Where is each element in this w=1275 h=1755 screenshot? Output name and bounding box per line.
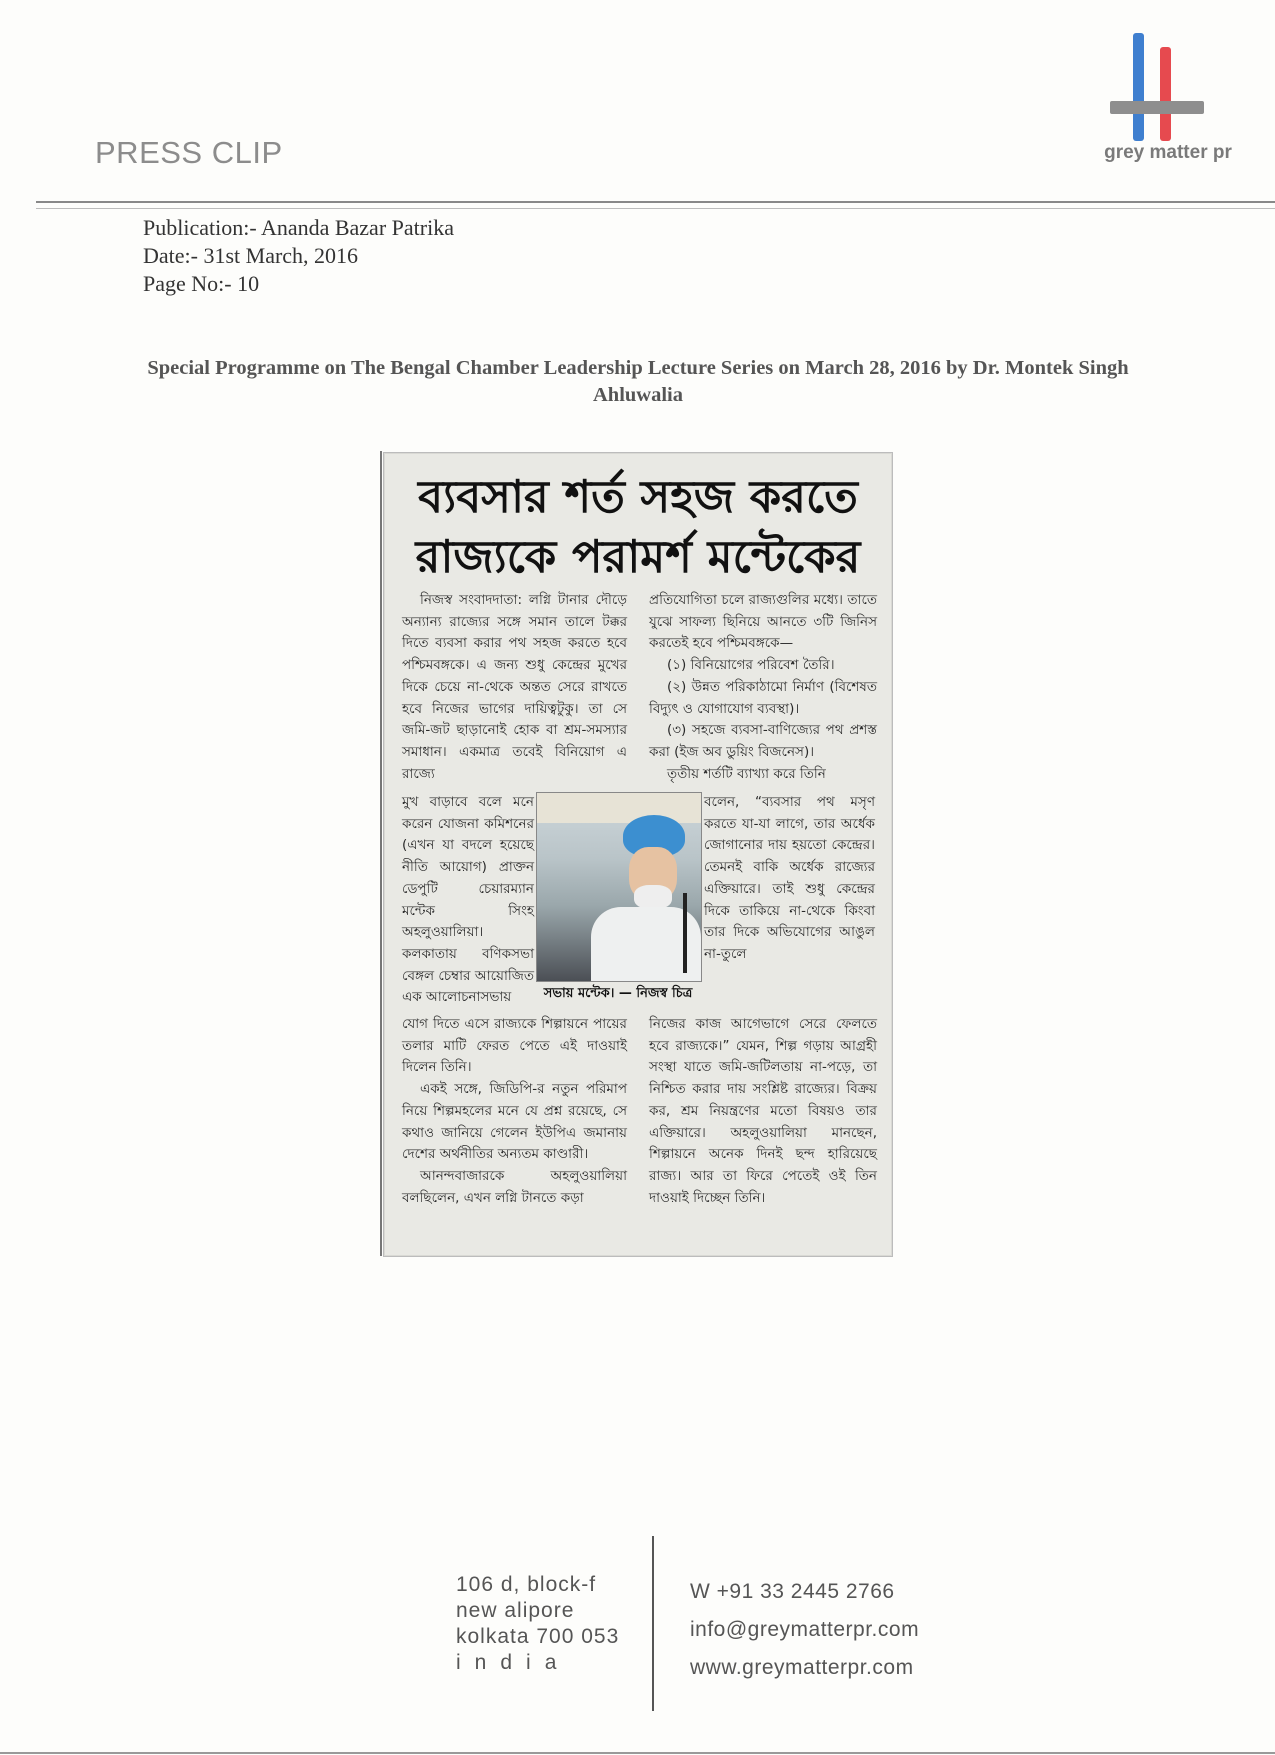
photo-beard bbox=[634, 885, 672, 909]
article-column-1-beside-photo bbox=[402, 792, 534, 1009]
publication-meta bbox=[143, 214, 454, 298]
footer-email[interactable]: info@greymatterpr.com bbox=[690, 1618, 920, 1641]
article-paragraph: নিজস্ব সংবাদদাতা: লগ্নি টানার দৌড়ে অন্যান্য রাজ্যের সঙ্গে সমান তালে টক্কর দিতে ব্যবসা করার পথ সহজ করতে হবে পশ্চিমবঙ্গকে। এ জন্য শুধু কেন্দ্রের মুখের দিকে চেয়ে না-থেকে অন্তত সেরে রাখতে হবে নিজের ভাগের দায়িত্বটুকু। তা সে জমি-জট ছাড়ানোই হোক বা শ্রম-সমস্যার সমাধান। একমাত্র তবেই বিনিয়োগ এ রাজ্যে bbox=[402, 592, 627, 782]
article-paragraph: আনন্দবাজারকে অহলুওয়ালিয়া বলছিলেন, এখন লগ্নি টানতে কড়া bbox=[402, 1167, 627, 1206]
article-paragraph: মুখ বাড়াবে বলে মনে করেন যোজনা কমিশনের (এখন যা বদলে হয়েছে নীতি আয়োগ) প্রাক্তন ডেপুটি চেয়ারম্যান মন্টেক সিংহ অহলুওয়ালিয়া। কলকাতায় বণিকসভা বেঙ্গল চেম্বার আয়োজিত এক আলোচনাসভায় bbox=[402, 794, 534, 1006]
article-list-item: (১) বিনিয়োগের পরিবেশ তৈরি। bbox=[667, 657, 835, 674]
address-line-4: india bbox=[456, 1651, 571, 1674]
footer-contact bbox=[690, 1573, 919, 1687]
article-column-2-beside-photo bbox=[704, 792, 875, 966]
header-rule-secondary bbox=[36, 208, 1275, 209]
article-paragraph: বলেন, “ব্যবসার পথ মসৃণ করতে যা-যা লাগে, তার অর্ধেক জোগানোর দায় হয়তো কেন্দ্রের। তেমনই বাকি অর্ধেক রাজ্যের এক্তিয়ারে। তাই শুধু কেন্দ্রের দিকে তাকিয়ে না-থেকে কিংবা তার দিকে অভিযোগের আঙুল না-তুলে bbox=[704, 794, 875, 962]
clipping-edge bbox=[380, 451, 382, 1256]
headline-line-2: রাজ্যকে পরামর্শ মন্টেকের bbox=[415, 530, 861, 583]
article-paragraph: যোগ দিতে এসে রাজ্যকে শিল্পায়নে পায়ের তলার মাটি ফেরত পেতে এই দাওয়াই দিলেন তিনি। bbox=[402, 1016, 627, 1076]
article-paragraph: নিজের কাজ আগেভাগে সেরে ফেলতে হবে রাজ্যকে।” যেমন, শিল্প গড়ায় আগ্রহী সংস্থা যাতে জমি-জটিলতায় না-পড়ে, তা নিশ্চিত করার দায় সংশ্লিষ্ট রাজ্যের। বিক্রয় কর, শ্রম নিয়ন্ত্রণের মতো বিষয়ও তার এক্তিয়ারে। অহলুওয়ালিয়া মানছেন, শিল্পায়নে অনেক দিনই ছন্দ হারিয়েছে রাজ্য। আর তা ফিরে পেতেই ওই তিন দাওয়াই দিচ্ছেন তিনি। bbox=[649, 1016, 877, 1206]
logo-text: grey matter pr bbox=[1104, 142, 1232, 163]
address-line-2: new alipore bbox=[456, 1599, 575, 1622]
footer-rule bbox=[0, 1752, 1275, 1754]
page-number: Page No:- 10 bbox=[143, 271, 260, 296]
clipping-headline bbox=[394, 467, 882, 587]
article-column-2-top bbox=[649, 590, 877, 785]
logo-blue-bar bbox=[1133, 33, 1144, 141]
footer-website[interactable]: www.greymatterpr.com bbox=[690, 1656, 914, 1679]
photo-caption: সভায় মন্টেক। — নিজস্ব চিত্র bbox=[543, 986, 693, 1001]
grey-matter-logo bbox=[1100, 30, 1240, 170]
newspaper-clipping bbox=[383, 452, 893, 1257]
headline-line-1: ব্যবসার শর্ত সহজ করতে bbox=[418, 470, 858, 523]
footer-address bbox=[456, 1572, 619, 1676]
article-paragraph: একই সঙ্গে, জিডিপি-র নতুন পরিমাপ নিয়ে শিল্পমহলের মনে যে প্রশ্ন রয়েছে, সে কথাও জানিয়ে গেলেন ইউপিএ জমানায় দেশের অর্থনীতির অন্যতম কাণ্ডারী। bbox=[402, 1081, 627, 1163]
photo-backdrop bbox=[537, 793, 701, 823]
press-clip-label: PRESS CLIP bbox=[95, 135, 283, 170]
article-paragraph: তৃতীয় শর্তটি ব্যাখ্যা করে তিনি bbox=[667, 765, 826, 782]
article-column-2-bottom bbox=[649, 1014, 877, 1209]
speaker-photo bbox=[536, 792, 702, 982]
header-rule bbox=[36, 201, 1275, 203]
article-list-item: (৩) সহজে ব্যবসা-বাণিজ্যের পথ প্রশস্ত করা (ইজ অব ডুয়িং বিজনেস)। bbox=[649, 722, 877, 760]
logo-red-bar bbox=[1160, 47, 1171, 141]
article-column-1-top bbox=[402, 590, 627, 785]
publication: Publication:- Ananda Bazar Patrika bbox=[143, 215, 454, 240]
article-list-item: (২) উন্নত পরিকাঠামো নির্মাণ (বিশেষত বিদ্যুৎ ও যোগাযোগ ব্যবস্থা)। bbox=[649, 678, 877, 717]
footer-divider bbox=[652, 1536, 654, 1711]
publication-date: Date:- 31st March, 2016 bbox=[143, 243, 359, 268]
article-paragraph: প্রতিযোগিতা চলে রাজ্যগুলির মধ্যে। তাতে যুঝে সাফল্য ছিনিয়ে আনতে ৩টি জিনিস করতেই হবে পশ্চিমবঙ্গকে— bbox=[649, 592, 877, 652]
logo-grey-bar bbox=[1110, 101, 1204, 114]
microphone-icon bbox=[683, 893, 687, 973]
address-line-1: 106 d, block-f bbox=[456, 1573, 597, 1596]
article-column-1-bottom bbox=[402, 1014, 627, 1209]
event-title: Special Programme on The Bengal Chamber Leadership Lecture Series on March 28, 2016 by Dr. Montek Singh Ahluwalia bbox=[147, 357, 1129, 406]
footer-phone: W +91 33 2445 2766 bbox=[690, 1580, 895, 1603]
address-line-3: kolkata 700 053 bbox=[456, 1625, 620, 1648]
